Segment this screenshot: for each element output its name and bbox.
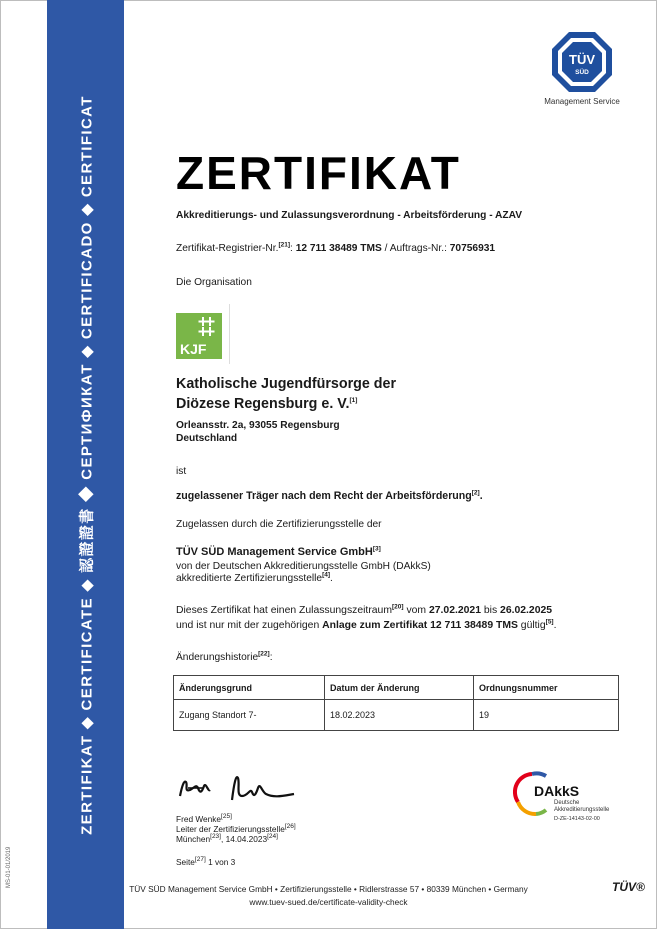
validity-line1: Dieses Zertifikat hat einen Zulassungszeitraum[20] vom 27.02.2021 bis 26.02.2025	[176, 603, 553, 616]
page-title: ZERTIFIKAT	[176, 147, 461, 199]
registry-number: 12 711 38489 TMS	[295, 243, 382, 254]
ist-text: ist	[176, 466, 187, 477]
cert-body-name: TÜV SÜD Management Service GmbH[3]	[176, 545, 381, 558]
table-cell: 19	[474, 700, 619, 731]
validity-line2: und ist nur mit der zugehörigen Anlage zum Zertifikat 12 711 38489 TMS gültig[5].	[176, 618, 557, 631]
org-label: Die Organisation	[176, 277, 252, 288]
table-cell: Zugang Standort 7-	[174, 700, 325, 731]
kjf-logo-text: KJF	[180, 341, 207, 357]
signature-image	[178, 770, 298, 811]
org-address: Orleansstr. 2a, 93055 Regensburg	[176, 420, 340, 431]
footer-address: TÜV SÜD Management Service GmbH • Zertifizierungsstelle • Ridlerstrasse 57 • 80339 München • Germany	[129, 884, 528, 894]
table-header: Änderungsgrund	[174, 676, 325, 700]
dakks-line1: Deutsche	[554, 800, 580, 806]
logo-text: TÜV	[569, 52, 595, 67]
signer-role: Leiter der Zertifizierungsstelle[26]	[176, 823, 296, 834]
cert-body-line2: von der Deutschen Akkreditierungsstelle GmbH (DAkkS)	[176, 561, 431, 572]
history-table	[173, 675, 619, 731]
kjf-logo	[176, 313, 222, 359]
dakks-name: DAkkS	[534, 783, 580, 799]
valid-from: 27.02.2021	[428, 605, 481, 616]
sidebar-text: ZERTIFIKAT ◆ CERTIFICATE ◆ 認證證書 ◆ СЕРТИФИКАТ ◆ CERTIFICADO ◆ CERTIFICAT	[78, 94, 95, 835]
table-cell: 18.02.2023	[325, 700, 474, 731]
logo-caption: Management Service	[544, 97, 620, 106]
table-header: Ordnungsnummer	[474, 676, 619, 700]
table-row	[174, 700, 619, 731]
footer-brand: TÜV®	[612, 880, 645, 894]
version-code: MS-01-01/2019	[6, 846, 12, 888]
dakks-line2: Akkreditierungsstelle	[554, 807, 610, 813]
valid-to: 26.02.2025	[500, 605, 553, 616]
signer-name: Fred Wenke[25]	[176, 813, 232, 824]
org-name-line2: Diözese Regensburg e. V.[1]	[176, 396, 358, 412]
cert-body-line3: akkreditierte Zertifizierungsstelle[4].	[176, 571, 333, 584]
org-name-line1: Katholische Jugendfürsorge der	[176, 376, 397, 392]
table-header: Datum der Änderung	[325, 676, 474, 700]
dakks-id: D-ZE-14143-02-00	[554, 816, 600, 822]
status-text: zugelassener Träger nach dem Recht der Arbeitsförderung[2].	[176, 489, 483, 502]
subtitle: Akkreditierungs- und Zulassungsverordnung - Arbeitsförderung - AZAV	[176, 210, 523, 221]
history-label: Änderungshistorie[22]:	[176, 650, 273, 663]
org-country: Deutschland	[176, 433, 238, 444]
tuv-octagon-icon	[550, 30, 614, 94]
logo-sub: SÜD	[575, 69, 589, 76]
page-number: Seite[27] 1 von 3	[176, 856, 236, 867]
annex-ref: Anlage zum Zertifikat 12 711 38489 TMS	[322, 620, 518, 631]
sign-place-date: München[23], 14.04.2023[24]	[176, 833, 278, 844]
footer-url[interactable]: www.tuev-sued.de/certificate-validity-check	[249, 897, 408, 907]
admitted-by: Zugelassen durch die Zertifizierungsstelle der	[176, 519, 382, 530]
logo-divider	[229, 304, 230, 364]
sidebar-band	[47, 0, 124, 929]
order-number: 70756931	[449, 243, 496, 254]
registry-line: Zertifikat-Registrier-Nr.[21]: 12 711 38489 TMS / Auftrags-Nr.: 70756931	[176, 241, 496, 254]
dakks-logo	[512, 768, 622, 829]
tuv-logo	[550, 30, 614, 94]
table-header-row	[174, 676, 619, 700]
